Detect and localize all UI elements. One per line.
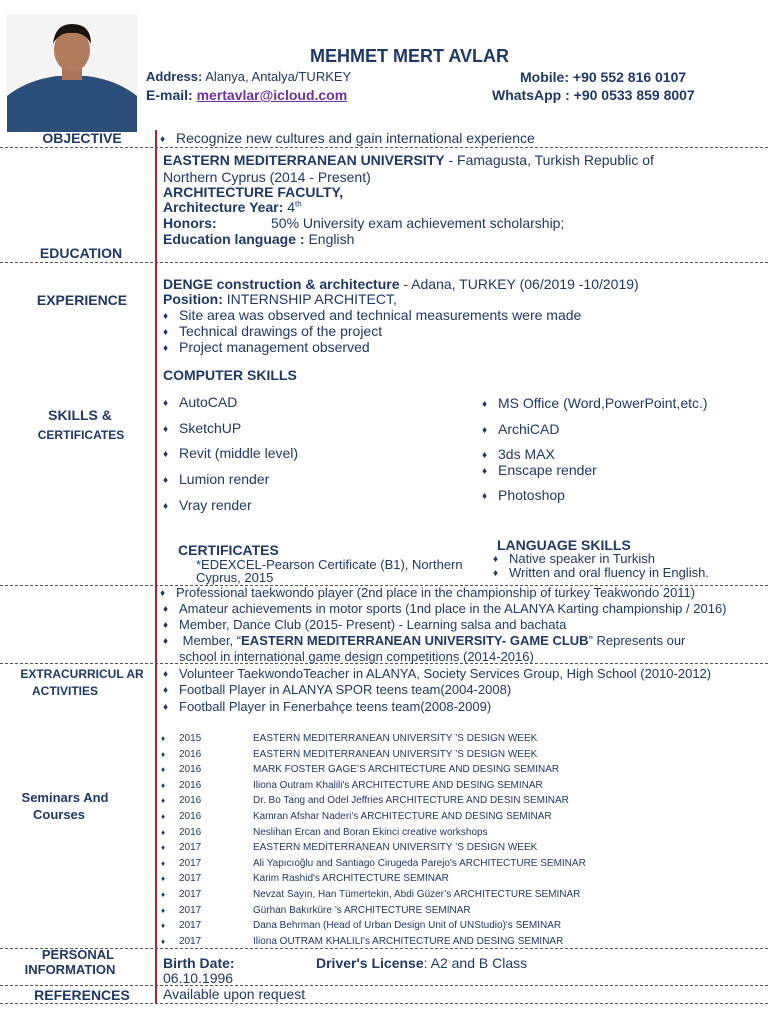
birth-date-value: 06.10.1996	[163, 970, 234, 986]
divider-personal	[0, 985, 768, 986]
activities-label: ACTIVITIES	[31, 684, 98, 698]
whatsapp-value: +90 0533 859 8007	[573, 87, 695, 103]
divider-objective	[0, 147, 768, 148]
language-item: ♦ Native speaker in Turkish	[493, 551, 655, 566]
extracurricular-label: EXTRACURRICUL AR	[20, 667, 144, 681]
activity-item: ♦ Amateur achievements in motor sports (1nd place in the ALANYA Karting championship / 2016)	[163, 601, 727, 616]
skill-item: ♦ 3ds MAX	[482, 446, 555, 462]
university-location: - Famagusta, Turkish Republic of	[444, 152, 654, 168]
divider-education	[0, 262, 768, 263]
birth-date-label: Birth Date:	[163, 955, 235, 971]
club-line-2: school in international game design competitions (2014-2016)	[179, 649, 534, 664]
information-label: INFORMATION	[24, 962, 116, 977]
activity-item: ♦ Football Player in Fenerbahçe teens team(2008-2009)	[163, 699, 491, 714]
mobile-label: Mobile:	[520, 69, 569, 85]
seminar-row: ♦ 2016 EASTERN MEDITERRANEAN UNIVERSITY ’S DESIGN WEEK	[161, 749, 586, 765]
seminar-row: ♦ 2017 Gürhan Bakırküre ’s ARCHITECTURE SEMINAR	[161, 905, 586, 921]
skill-item: ♦ Photoshop	[482, 487, 565, 503]
club-name: EASTERN MEDITERRANEAN UNIVERSITY- GAME CLUB	[241, 633, 589, 648]
seminar-row: ♦ 2015 EASTERN MEDITERRANEAN UNIVERSITY ’S DESIGN WEEK	[161, 733, 586, 749]
position-label: Position:	[163, 291, 223, 307]
email-line	[146, 87, 347, 103]
activity-item: ♦ Professional taekwondo player (2nd place in the championship of turkey Teakwondo 2011)	[160, 585, 695, 600]
certificates-title: CERTIFICATES	[178, 542, 279, 558]
license-line	[316, 955, 527, 971]
computer-skills-title: COMPUTER SKILLS	[163, 367, 297, 383]
seminar-row: ♦ 2017 Karim Rashid's ARCHITECTURE SEMINAR	[161, 873, 586, 889]
university-name: EASTERN MEDITERRANEAN UNIVERSITY	[163, 152, 445, 168]
seminar-row: ♦ 2016 Dr. Bo Tang and Odel Jeffries ARCHITECTURE AND DESIN SEMINAR	[161, 795, 586, 811]
seminar-row: ♦ 2017 Nevzat Sayın, Han Tümertekin, Abdi Güzer’s ARCHITECTURE SEMINAR	[161, 889, 586, 905]
education-label: EDUCATION	[39, 245, 123, 261]
seminar-list	[161, 733, 586, 951]
references-label: REFERENCES	[34, 987, 130, 1003]
certificate-line: *EDEXCEL-Pearson Certificate (B1), Northern	[196, 557, 463, 572]
language-skills-title: LANGUAGE SKILLS	[497, 537, 631, 553]
mobile-line	[520, 69, 686, 85]
experience-label: EXPERIENCE	[36, 292, 128, 308]
seminar-row: ♦ 2016 Kamran Afshar Naderi's ARCHITECTURE AND DESING SEMINAR	[161, 811, 586, 827]
experience-item: ♦ Project management observed	[163, 339, 370, 355]
experience-item: ♦ Site area was observed and technical measurements were made	[163, 307, 581, 323]
whatsapp-label: WhatsApp :	[492, 87, 570, 103]
year-value: 4	[287, 199, 296, 215]
position-line	[163, 291, 397, 307]
skills-label: SKILLS &	[48, 407, 112, 423]
year-suffix: th	[295, 199, 302, 209]
seminar-row: ♦ 2016 MARK FOSTER GAGE’S ARCHITECTURE AND DESING SEMINAR	[161, 764, 586, 780]
address-line	[146, 69, 351, 84]
honors-label: Honors:	[163, 215, 217, 231]
club-suffix: ” Represents our	[588, 633, 686, 648]
year-label: Architecture Year:	[163, 199, 284, 215]
experience-item: ♦ Technical drawings of the project	[163, 323, 382, 339]
certificate-line: Cyprus, 2015	[196, 570, 274, 585]
seminar-row: ♦ 2016 Neslihan Ercan and Boran Ekinci creative workshops	[161, 827, 586, 843]
activity-item: ♦ Member, Dance Club (2015- Present) - Learning salsa and bachata	[163, 617, 566, 632]
seminar-row: ♦ 2017 Dana Behrman (Head of Urban Design Unit of UNStudio)'s SEMINAR	[161, 920, 586, 936]
license-value: : A2 and B Class	[423, 955, 528, 971]
company-detail: - Adana, TURKEY (06/2019 -10/2019)	[399, 276, 639, 292]
divider-references	[0, 1003, 768, 1004]
candidate-name: MEHMET MERT AVLAR	[310, 46, 509, 66]
email-label: E-mail:	[146, 87, 193, 103]
architecture-year-line	[163, 199, 302, 215]
language-item: ♦ Written and oral fluency in English.	[493, 565, 709, 580]
education-language-label: Education language :	[163, 231, 305, 247]
courses-label: Courses	[32, 807, 86, 822]
email-link[interactable]: mertavlar@icloud.com	[196, 87, 348, 103]
experience-company-line	[163, 276, 639, 292]
skill-item: ♦ Enscape render	[482, 462, 597, 478]
license-label: Driver's License	[316, 955, 424, 971]
skill-item: ♦ Vray render	[163, 497, 252, 513]
profile-photo	[7, 14, 137, 132]
address-label: Address:	[146, 69, 203, 84]
activity-item: ♦ Volunteer TaekwondoTeacher in ALANYA, Society Services Group, High School (2010-2012)	[163, 666, 711, 681]
seminar-row: ♦ 2016 Iliona Outram Khalili's ARCHITECTURE AND DESING SEMINAR	[161, 780, 586, 796]
personal-label: PERSONAL	[41, 947, 115, 962]
objective-text: ♦ Recognize new cultures and gain international experience	[160, 130, 535, 146]
education-language-value: English	[308, 231, 355, 247]
faculty-name: ARCHITECTURE FACULTY,	[163, 184, 344, 200]
seminar-row: ♦ 2017 Iliona OUTRAM KHALILI's ARCHITECTURE AND DESING SEMINAR	[161, 936, 586, 952]
education-language-line	[163, 231, 354, 247]
activity-item-club	[163, 633, 685, 648]
whatsapp-line	[492, 87, 695, 103]
skill-item: ♦ MS Office (Word,PowerPoint,etc.)	[482, 395, 708, 411]
company-name: DENGE construction & architecture	[163, 276, 400, 292]
objective-label: OBJECTIVE	[42, 130, 122, 146]
skill-item: ♦ AutoCAD	[163, 394, 237, 410]
skill-item: ♦ ArchiCAD	[482, 421, 559, 437]
activity-item: ♦ Football Player in ALANYA SPOR teens team(2004-2008)	[163, 682, 511, 697]
mobile-value: +90 552 816 0107	[572, 69, 687, 85]
person-icon	[7, 14, 137, 132]
seminars-label: Seminars And	[21, 790, 109, 805]
address-value: Alanya, Antalya/TURKEY	[205, 69, 352, 84]
certificates-label: CERTIFICATES	[37, 428, 125, 442]
seminar-row: ♦ 2017 EASTERN MEDITERRANEAN UNIVERSITY ’S DESIGN WEEK	[161, 842, 586, 858]
references-text: Available upon request	[163, 986, 306, 1002]
skill-item: ♦ SketchUP	[163, 420, 241, 436]
position-value: INTERNSHIP ARCHITECT,	[226, 291, 397, 307]
seminar-row: ♦ 2017 Ali Yapıcıoğlu and Santiago Cirugeda Parejo's ARCHITECTURE SEMINAR	[161, 858, 586, 874]
education-location-line: Northern Cyprus (2014 - Present)	[163, 169, 371, 185]
honors-value: 50% University exam achievement scholarship;	[271, 215, 565, 231]
skill-item: ♦ Lumion render	[163, 471, 269, 487]
skill-item: ♦ Revit (middle level)	[163, 445, 298, 461]
education-university-line	[163, 152, 654, 168]
club-prefix: Member, “	[182, 633, 242, 648]
